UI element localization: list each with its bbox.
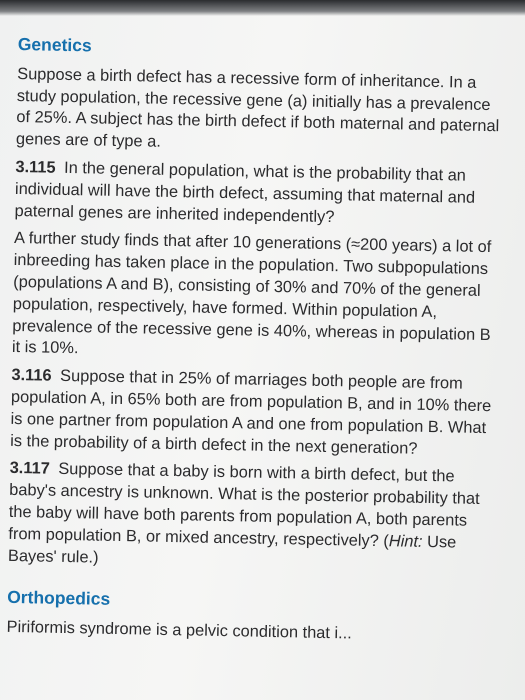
problem-text: In the general population, what is the probability that an individual will have the birth defect, assuming that maternal and paternal genes are inherited independently?: [14, 158, 476, 226]
section-heading-orthopedics: Orthopedics: [6, 587, 111, 610]
further-study-paragraph: A further study finds that after 10 generations (≈200 years) a lot of inbreeding has taken place in the population. Two subpopulations (populations A and B), consisting of 30% and 70% of the general population, respectively, have formed. Within population A, prevalence of the recessive gene is 40%, whereas in population B it is 10%.: [11, 229, 492, 358]
problem-number: 3.115: [15, 157, 56, 177]
page-content: [6, 34, 506, 648]
problem-text: Suppose that in 25% of marriages both people are from population A, in 65% both are from population B, and in 10% there is one partner from population A and one from population B. What is the probability of a birth defect in the next generation?: [10, 367, 492, 458]
problem-3-117: [8, 458, 498, 576]
hint-open: (: [383, 531, 390, 550]
orthopedics-first-line: Piriformis syndrome is a pelvic condition that i...: [6, 618, 352, 643]
intro-paragraph: Suppose a birth defect has a recessive form of inheritance. In a study population, the recessive gene (a) initially has a prevalence of 25%. A subject has the birth defect if both maternal and paternal genes are of type a.: [15, 64, 500, 151]
problem-number: 3.116: [11, 366, 52, 385]
problem-number: 3.117: [9, 459, 50, 479]
problem-text: Suppose that a baby is born with a birth defect, but the baby's ancestry is unknown. What is the posterior probability that the baby will have both parents from population A, both parents from population B, or mixed ancestry, respectively?: [8, 460, 480, 550]
hint-text: Use Bayes' rule.): [7, 532, 457, 567]
problem-3-115: [14, 157, 503, 232]
hint-label: Hint:: [388, 531, 423, 551]
problem-3-116: [10, 365, 500, 462]
section-heading-genetics: Genetics: [17, 34, 92, 56]
